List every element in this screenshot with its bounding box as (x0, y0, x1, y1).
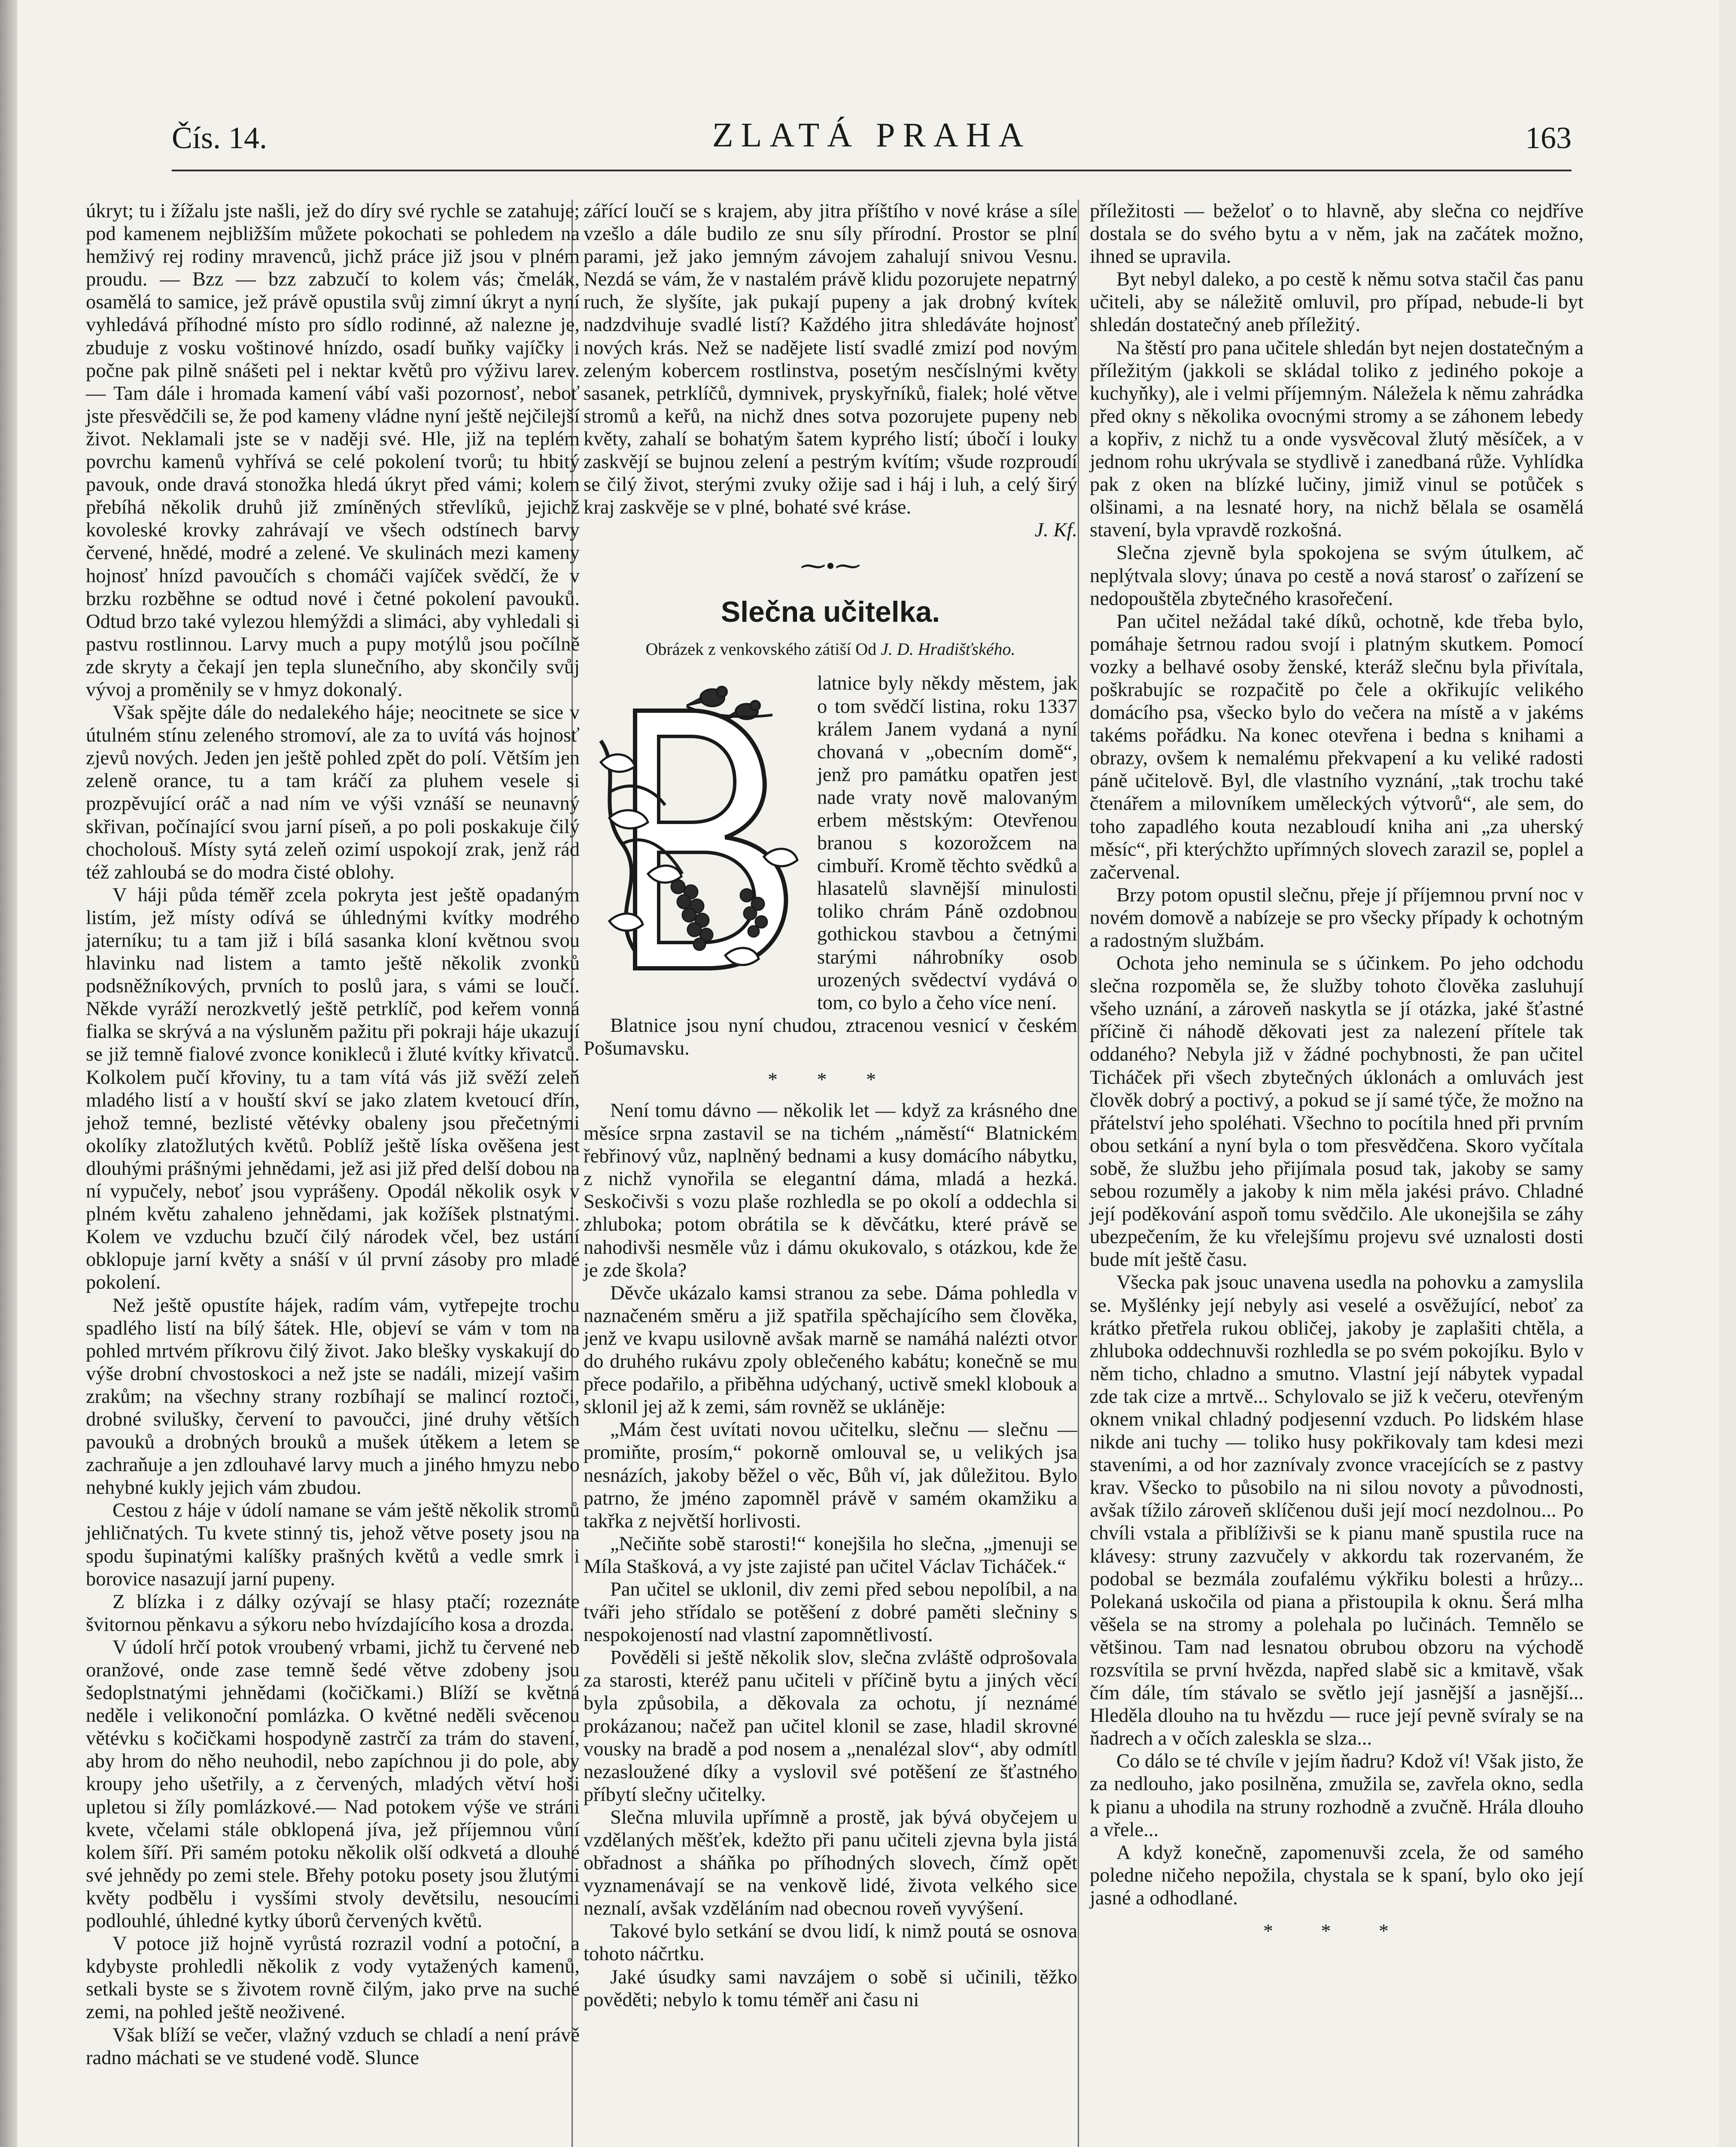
story-paragraph: „Nečiňte sobě starosti!“ konejšila ho slečna, „jmenuji se Míla Stašková, a vy jste zajisté pan učitel Václav Ticháček.“ (584, 1533, 1077, 1578)
story-paragraph: Děvče ukázalo kamsi stranou za sebe. Dáma pohledla v naznačeném směru a již spatřila spěchajícího sem člověka, jenž ve kvapu usilovně avšak marně se namáhá nalézti otvor do druhého rukávu zpoly oblečeného kabátu; konečně se mu přece podařilo, a přiběhna udýchaný, uctivě smekl klobouk a sklonil jej až k zemi, sám rovněž se ukláněje: (584, 1282, 1077, 1418)
story-paragraph: Pan učitel nežádal také díků, ochotně, kde třeba bylo, pomáhaje šetrnou radou svojí i platným skutkem. Pomocí vozky a belhavé osoby ženské, kteráž slečnu byla přivítala, poškrabujíc se rozpačitě po čele a okřikujíc velikého domácího psa, všecko bylo do večera na místě a v jakéms takéms pořádku. Na konec otevřena i bedna s knihami a obrazy, ovšem k nemalému překvapení a ku veliké radosti páně učitelově. Byl, dle vlastního vyznání, „tak trochu také čtenářem a milovníkem uměleckých výtvorů“, ale sem, do toho zapadlého kouta nezabloudí kniha ani „za uherský měsíc“, při kterýchžto upřímných slovech zarazil se, poplel a začervenal. (1090, 610, 1584, 883)
story-author: J. D. Hradišťského. (881, 639, 1015, 659)
section-ornament: ⁓•⁓ (800, 552, 861, 581)
story-paragraph: Ochota jeho neminula se s účinkem. Po jeho odchodu slečna rozpoměla se, že služby tohoto člověka zasluhují všeho uznání, a zároveň naskytla se jí otázka, jaké šťastné příčině či náhodě děkovati jest za nalezení přítele tak oddaného? Nebyla již v žádné pochybnosti, že pan učitel Ticháček při všech zbytečných úklonách a omluvách jest člověk dobrý a poctivý, a pokud se jí samé týče, že možno na přátelství jeho spoléhati. Všechno to pocítila hned při prvním obou setkání a nyní byla o tom přesvědčena. Skoro vyčítala sobě, že službu jeho přijímala posud tak, jakoby se samy sebou rozuměly a jakoby k nim měla jakési právo. Chladné její poděkování aspoň tomu svědčilo. Ale ukonejšila se záhy ubezpečením, že ku vřelejšímu projevu své uznalosti dosti bude mít ještě času. (1090, 952, 1584, 1271)
story-paragraph: „Mám čest uvítati novou učitelku, slečnu — slečnu — promiňte, prosím,“ pokorně omlouval se, u velikých jsa nesnázích, jakoby běžel o věc, Bůh ví, jak důležitou. Bylo patrno, že jméno zapomněl právě v samém okamžiku a takřka z největší horlivosti. (584, 1419, 1077, 1532)
paragraph: Cestou z háje v údolí namane se vám ještě několik stromů jehličnatých. Tu kvete stinný tis, jehož větve posety jsou na spodu šupinatými kalíšky prašných květů a vedle smrk i borovice nasazují jarní pupeny. (86, 1499, 580, 1590)
paragraph: V údolí hrčí potok vroubený vrbami, jichž tu červené neb oranžové, onde zase temně šedé větve zdobeny jsou šedoplstnatými jehnědami (kočičkami.) Blíží se květná neděle i velikonoční pomlázka. O květné neděli svěcenou větévku s kočičkami hospodyně zastrčí za trám do stavení, aby hrom do něho neuhodil, nebo zapíchnou ji do pole, aby kroupy jeho ušetřily, a z červených, mladých větví hoši upletou si žíly pomlázkové.— Nad potokem výše ve stráni kvete, včelami stále obklopená jíva, jež příjemnou vůní kolem šíří. Při samém potoku několik olší odkvetá a dlouhé své jehnědy po zemi stele. Břehy potoku posety jsou žlutými květy podbělu i vysšími stvoly devětsilu, nesoucími podlouhlé, úhledné kytky úborů červených květů. (86, 1636, 580, 1932)
story-paragraph: Slečna zjevně byla spokojena se svým útulkem, ač neplýtvala slovy; únava po cestě a nová starosť o zařízení se nedopouštěla zbytečného krasořečení. (1090, 542, 1584, 610)
page-header (172, 116, 1572, 163)
story-paragraph: Pověděli si ještě několik slov, slečna zvláště odprošovala za starosti, kteréž panu učiteli v příčině bytu a jiných věcí byla způsobila, a děkovala za ochotu, jí neznámé prokázanou; načež pan učitel klonil se zase, hladil skrovné vousky na bradě a pod nosem a „nenalézal slov“, aby odmítl nezasloužené díky a vyslovil své potěšení ze šťastného příbytí slečny učitelky. (584, 1647, 1077, 1806)
paragraph: V háji půda téměř zcela pokryta jest ještě opadaným listím, jež místy odívá se úhlednými kvítky modrého jaterníku; tu a tam již i bílá sasanka kloní květnou svou hlavinku nad listem a tamto ještě několik zvonků podsněžníkových, prvních to poslů jara, s vámi se loučí. Někde vyráží nerozkvetlý ještě petrklíč, pod keřem vonná fialka se skrývá a na výsluněm pažitu při pokraji háje ukazují se již temně fialové zvonce konikleců i žluté kvítky křivatců. Kolkolem pučí křoviny, tu a tam vítá vás již svěží zeleň mladého listí a v houští skví se jako zlatem kvetoucí dřín, jehož temné, bezlisté větévky obaleny jsou přečetnými okolíky zlatožlutých květů. Poblíž ještě líska ověšena jest dlouhými prášnými jehnědami, jež asi již před delší dobou na ní vypučely, neboť jsou vyprášeny. Opodál několik osyk v plném květu zahaleno jehnědami, jak kožíšek plstnatými. Kolem ve vzduchu bzučí čilý národek včel, bez ustání obklopuje jarní květy a snáší v úl první zásoby pro mladé pokolení. (86, 884, 580, 1294)
page-binding-edge (0, 0, 17, 2147)
issue-number: Čís. 14. (172, 121, 268, 155)
page-number: 163 (1525, 121, 1572, 155)
decorated-initial-illustration (584, 672, 807, 1003)
story-paragraph: A když konečně, zapomenuvši zcela, že od samého poledne ničeho nepožila, chystala se k spaní, bylo oko její jasné a odhodlané. (1090, 1841, 1584, 1909)
story-paragraph: Pan učitel se uklonil, div zemi před sebou nepolíbil, a na tváři jeho střídalo se potěšení z dobré paměti slečniny s nespokojeností nad vlastní zapomnětlivostí. (584, 1578, 1077, 1646)
story-paragraph: latnice byly někdy městem, jak o tom svědčí listina, roku 1337 králem Janem vydaná a nyní chovaná v „obecním domě“, jenž pro památku opatřen jest nade vraty nově malovaným erbem městským: Otevřenou branou s kozorožcem na cimbuří. Kromě těchto svědků a hlasatelů slavnější minulosti toliko chrám Páně ozdobnou gothickou stavbou a četnými starými náhrobníky osob urozených svědectví vydává o tom, co bylo a čeho více není. (817, 672, 1077, 1014)
column-3 (1090, 200, 1584, 1948)
paragraph: Z blízka i z dálky ozývají se hlasy ptačí; rozeznáte švitornou pěnkavu a sýkoru nebo hvízdajícího kosa a drozda. (86, 1590, 580, 1636)
story-paragraph: Na štěstí pro pana učitele shledán byt nejen dostatečným a příležitým (jakkoli se skládal toliko z jediného pokoje a kuchyňky), ale i velmi příjemným. Náležela k němu zahrádka před okny s několika ovocnými stromy a se záhonem lebedy a kopřiv, z nichž tu a onde vysvěcoval žlutý měsíček, a v jednom rohu ukrývala se stydlivě i zanedbaná růže. Vyhlídka pak z oken na blízké lučiny, jimiž vinul se potůček s olšinami, a na lesnaté hory, na nichž bělala se osamělá stavení, byla vpravdě rozkošná. (1090, 337, 1584, 541)
story-paragraph: Co dálo se té chvíle v jejím ňadru? Kdož ví! Však jisto, že za nedlouho, jako posilněna, zmužila se, zavřela okno, sedla k pianu a uhodila na struny rozhodně a zvučně. Hrála dlouho a vřele... (1090, 1750, 1584, 1841)
paragraph: úkryt; tu i žížalu jste našli, jež do díry své rychle se zatahuje; pod kamenem nejbližším můžete pokochati se pohledem na hemživý rej rodiny mravenců, jichž práce již jsou v plném proudu. — Bzz — bzz zabzučí to kolem vás; čmelák, osamělá to samice, jež právě opustila svůj zimní úkryt a nyní vyhledává příhodné místo pro sídlo rodinné, až nalezne je, zbuduje z vosku voštinové hnízdo, osadí buňky vajíčky i počne pak pilně snášeti pel i nektar květů pro výživu larev. — Tam dále i hromada kamení vábí vaši pozornosť, neboť jste přesvědčili se, že pod kameny vládne nyní ještě nejčilejší život. Neklamali jste se v naději své. Hle, již na teplém povrchu kamenů vyhřívá se celé pokolení tvorů; tu hbitý pavouk, onde dravá stonožka hledá úkryt před vámi; kolem přebíhá několik druhů již zmíněných střevlíků, jejichž kovoleské krovky zahrávají ve všech odstínech barvy červené, hnědé, modré a zelené. Ve skulinách mezi kameny hojnosť hnízd pavoučích s chomáči vajíček svědčí, že v brzku rozběhne se odtud nové i četné pokolení pavouků. Odtud brzo také vylezou hlemýždi a slimáci, aby vyhledali si pastvu rostlinnou. Larvy much a pupy motýlů jsou počílně zde skryty a čekají jen tepla slunečního, aby skončily svůj vývoj a proměnily se v hmyz dokonalý. (86, 200, 580, 701)
paragraph: Však blíží se večer, vlažný vzduch se chladí a není právě radno máchati se ve studené vodě. Slunce (86, 2024, 580, 2069)
paragraph: Než ještě opustíte hájek, radím vám, vytřepejte trochu spadlého listí na bílý šátek. Hle, objeví se vám v tom na pohled mrtvém příkrovu čilý život. Jako blešky vyskakují do výše drobní chvostoskoci a než jste se nadáli, mizejí vašim zrakům; na všechny strany rozbíhají se malincí roztoči, drobné svilušky, červení to pavoučci, jiné druhy větších pavouků a drobných brouků a mušek útěkem a letem se zachraňuje a jen zdlouhavé larvy much a jiného hmyzu nebo nehybné kukly jejich vám zbudou. (86, 1294, 580, 1499)
column-1 (86, 200, 580, 2069)
initial-letter-b-with-vines (584, 672, 807, 1003)
story-paragraph: Všecka pak jsouc unavena usedla na pohovku a zamyslila se. Myšlénky její nebyly asi veselé a osvěžující, neboť za krátko přetřela rukou obličej, jakoby je zaplašiti chtěla, a zhluboka oddechnuvši rozhledla se po svém pokojíku. Bylo v něm ticho, chladno a smutno. Vlastní její nábytek vypadal zde tak cize a mrtvě... Schylovalo se již k večeru, otevřeným oknem vnikal chladný podjesenní vzduch. Po lidském hlase nikde ani tuchy — toliko husy pokřikovaly tam kdesi mezi staveními, a od hor zaznívaly zvonce vracejících se z pastvy krav. Všecko to působilo na ni silou novoty a původnosti, avšak tížilo zároveň sklíčenou duši její mocí nezdolnou... Po chvíli vstala a přiblíživši se k pianu maně spustila ruce na klávesy: struny zazvučely v akkordu tak rozervaném, že podobal se bezmála zoufalému výkřiku bolesti a hrůzy... Polekaná uskočila od piana a přistoupila k oknu. Šerá mlha věšela se na stromy a polehala po lučinách. Temnělo se většinou. Tam nad lesnatou obrubou obzoru na východě rozsvítila se první hvězda, napřed slabě sic a kmitavě, však čím dále, tím stávalo se světlo její jasnější a jasnější... Hleděla dlouho na tu hvězdu — ruce její pevně svíraly se na ňadrech a v očích zaleskla se slza... (1090, 1271, 1584, 1750)
magazine-title: ZLATÁ PRAHA (712, 116, 1031, 154)
story-paragraph: Brzy potom opustil slečnu, přeje jí příjemnou první noc v novém domově a nabízeje se pro všecky případy k ochotným a radostným službám. (1090, 884, 1584, 952)
section-stars: * * * (1263, 1920, 1410, 1942)
column-divider-2 (1078, 200, 1079, 2147)
header-rule (172, 170, 1572, 171)
story-paragraph: Takové bylo setkání se dvou lidí, k nimž poutá se osnova tohoto náčrtku. (584, 1920, 1077, 1965)
story-paragraph: Jaké úsudky sami navzájem o sobě si učinili, těžko pověděti; nebylo k tomu téměř ani času ni (584, 1966, 1077, 2011)
paragraph: V potoce již hojně vyrůstá rozrazil vodní a potoční, a kdybyste prohledli několik z vody vytažených kamenů, setkali byste se s životem rovně čilým, jako prve na suché zemi, na pohled ještě neoživené. (86, 1933, 580, 2023)
section-stars: * * * (768, 1068, 893, 1090)
story-paragraph: Slečna mluvila upřímně a prostě, jak bývá obyčejem u vzdělaných měšťek, kdežto při panu učiteli zjevna byla jistá obřadnost a sháňka po příhodných slovech, čímž opět vyznamenávají se na venkově lidé, života velkého sice neznalí, avšak vzděláním nad obecnou roveň vyvýšení. (584, 1806, 1077, 1920)
story-paragraph: Blatnice jsou nyní chudou, ztracenou vesnicí v českém Pošumavsku. (584, 1014, 1077, 1059)
story-title: Slečna učitelka. (721, 596, 940, 629)
paragraph: zářící loučí se s krajem, aby jitra příštího v nové kráse a síle vzešlo a dále budilo ze snu síly přírodní. Prostor se plní parami, jež jako jemným závojem zahalují snivou Vesnu. Nezdá se vám, že v nastalém právě klidu pozorujete nepatrný ruch, že slyšíte, jak pukají pupeny a jak drobný kvítek nadzdvihuje svadlé listí? Každého jitra shledáváte hojnosť nových krás. Než se nadějete listí svadlé zmizí pod novým zeleným kobercem rostlinstva, posetým nesčíslnými květy sasanek, petrklíčů, dymnivek, pryskyřníků, fialek; holé větve stromů a keřů, na nichž dnes sotva pozorujete pupeny neb květy, zahalí se bohatým šatem kyprého listí; úbočí i louky zaskvějí se bujnou zelení a pestrým kvítím; všude rozproudí se čilý život, sterými zvuky ožije sad i háj i luh, a celý širý kraj zaskvěje se v plné, bohaté své kráse. (584, 200, 1077, 519)
story-subtitle-text: Obrázek z venkovského zátiší Od (645, 639, 877, 659)
paragraph: Však spějte dále do nedalekého háje; neocitnete se sice v útulném stínu zeleného stromoví, ale za to uvítá vás hojnosť zjevů nových. Jeden jen ještě pohled zpět do polí. Větším jen zeleně orance, tu a tam kráčí za pluhem vesele si prozpěvující oráč a nad ním ve výši vznáší se neunavný skřivan, počínající svou jarní píseň, a po poli poskakuje čilý chocholouš. Místy sytá zeleň ozimí uspokojí zrak, jenž rád též zahloubá se do modra čisté oblohy. (86, 702, 580, 883)
author-signature: J. Kf. (1034, 519, 1077, 541)
story-subtitle (584, 636, 1077, 663)
column-2 (584, 200, 1077, 2011)
story-paragraph: Není tomu dávno — několik let — když za krásného dne měsíce srpna zastavil se na tichém „náměstí“ Blatnickém řebřinový vůz, naplněný bednami a kusy domácího nábytku, z nichž vynořila se elegantní dáma, mladá a hezká. Seskočivši s vozu plaše rozhledla se po okolí a oddechla si zhluboka; potom obrátila se k děvčátku, které právě se nahodivši nesměle vůz i dámu okukovalo, s otázkou, kde že je zde škola? (584, 1100, 1077, 1281)
story-paragraph: Byt nebyl daleko, a po cestě k němu sotva stačil čas panu učiteli, aby se náležitě omluvil, pro případ, nebude-li byt shledán dostatečný aneb příležitý. (1090, 268, 1584, 336)
story-paragraph: příležitosti — beželoť o to hlavně, aby slečna co nejdříve dostala se do svého bytu a v něm, jak na začátek možno, ihned se upravila. (1090, 200, 1584, 268)
